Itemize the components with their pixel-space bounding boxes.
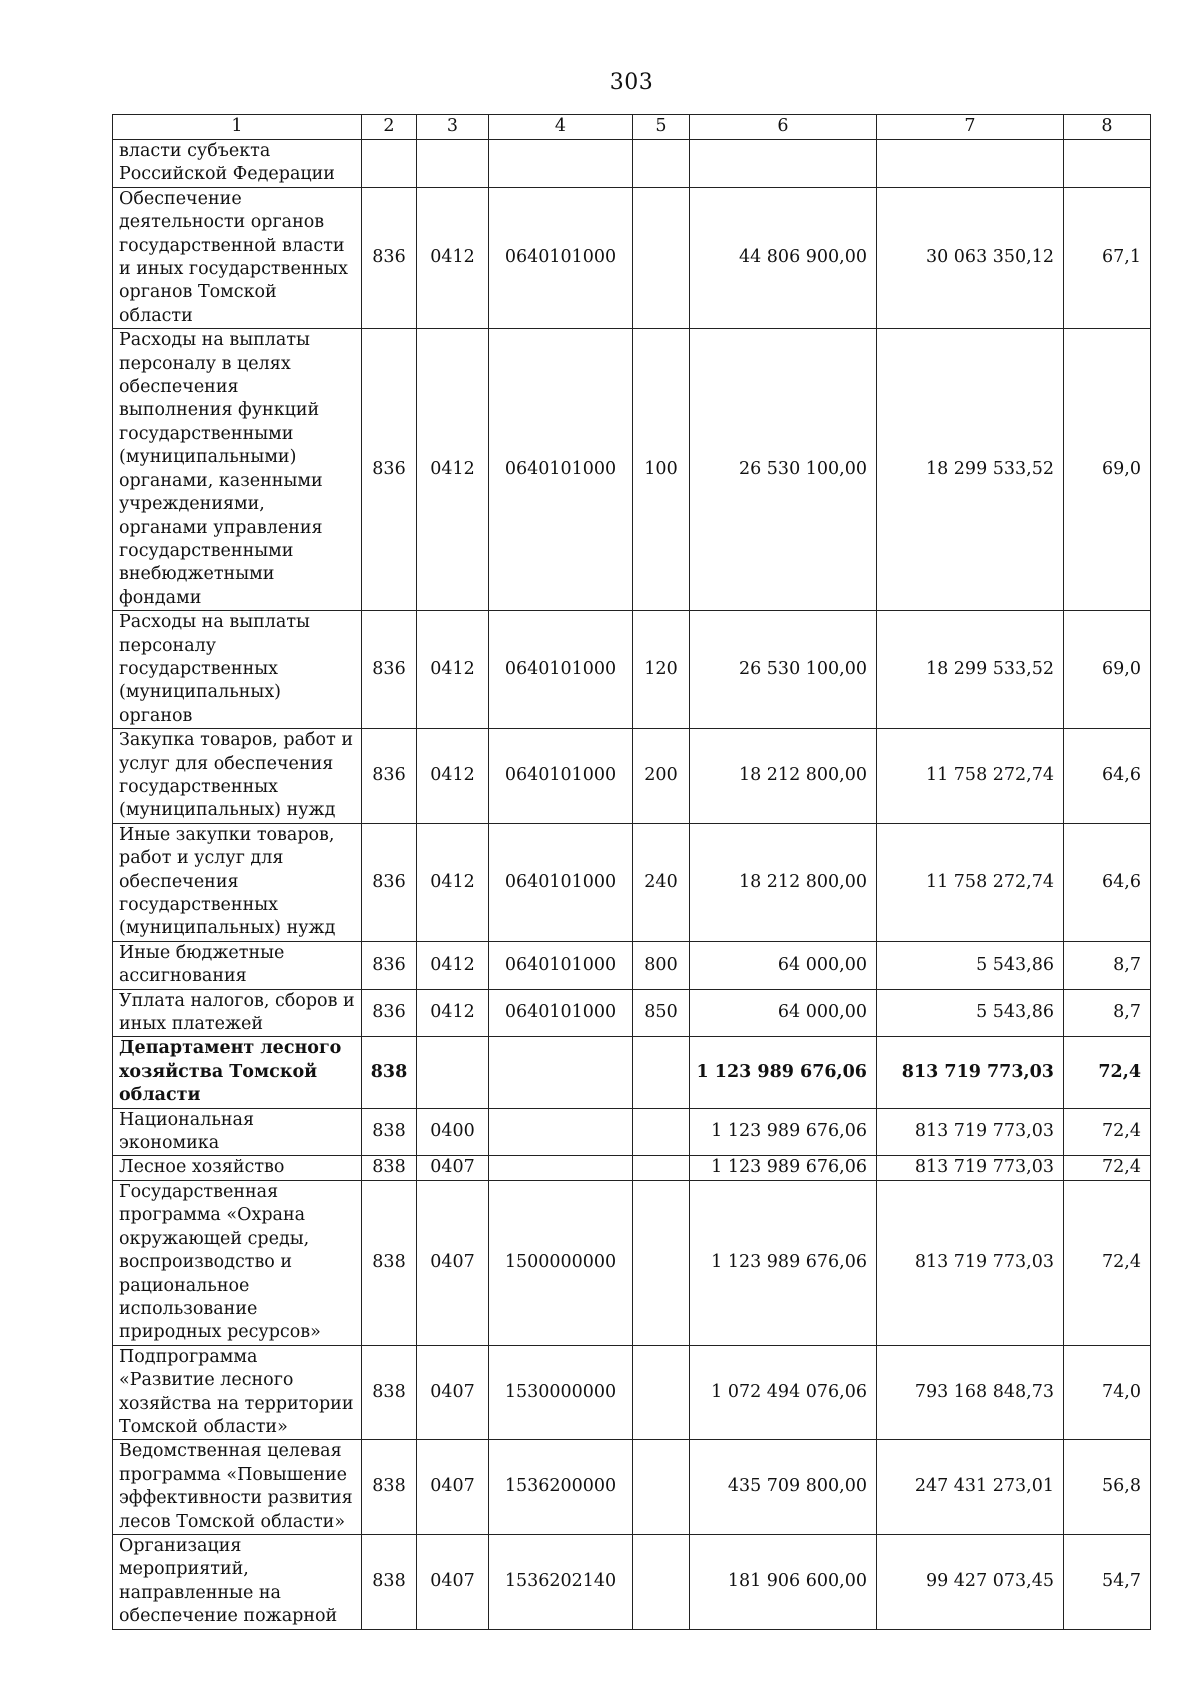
row-name-cell: Департамент лесного хозяйства Томской области (113, 1037, 362, 1108)
table-row (113, 941, 1151, 989)
section-code-cell: 0400 (417, 1108, 489, 1156)
plan-amount-cell: 44 806 900,00 (690, 187, 877, 328)
plan-amount-cell: 64 000,00 (690, 989, 877, 1037)
expense-type-cell (633, 1156, 690, 1180)
admin-code-cell: 836 (362, 329, 417, 611)
table-row (113, 989, 1151, 1037)
admin-code-cell: 838 (362, 1108, 417, 1156)
percent-cell: 64,6 (1064, 729, 1151, 824)
table-row (113, 1534, 1151, 1629)
column-header: 6 (690, 115, 877, 140)
percent-cell: 8,7 (1064, 941, 1151, 989)
expense-type-cell (633, 1534, 690, 1629)
percent-cell: 64,6 (1064, 823, 1151, 941)
expense-type-cell (633, 1440, 690, 1535)
section-code-cell: 0412 (417, 729, 489, 824)
percent-cell: 54,7 (1064, 1534, 1151, 1629)
executed-amount-cell: 99 427 073,45 (877, 1534, 1064, 1629)
section-code-cell: 0412 (417, 989, 489, 1037)
column-header: 7 (877, 115, 1064, 140)
target-article-cell: 0640101000 (489, 729, 633, 824)
admin-code-cell: 836 (362, 823, 417, 941)
plan-amount-cell: 1 123 989 676,06 (690, 1156, 877, 1180)
column-header: 5 (633, 115, 690, 140)
executed-amount-cell: 18 299 533,52 (877, 329, 1064, 611)
section-code-cell: 0407 (417, 1180, 489, 1345)
table-row (113, 329, 1151, 611)
executed-amount-cell: 5 543,86 (877, 989, 1064, 1037)
percent-cell: 56,8 (1064, 1440, 1151, 1535)
admin-code-cell: 836 (362, 941, 417, 989)
target-article-cell (489, 1156, 633, 1180)
percent-cell: 72,4 (1064, 1037, 1151, 1108)
admin-code-cell: 838 (362, 1345, 417, 1440)
target-article-cell (489, 1108, 633, 1156)
row-name-cell: Лесное хозяйство (113, 1156, 362, 1180)
plan-amount-cell: 1 072 494 076,06 (690, 1345, 877, 1440)
row-name-cell: Иные закупки товаров, работ и услуг для обеспечения государственных (муниципальных) нужд (113, 823, 362, 941)
executed-amount-cell: 793 168 848,73 (877, 1345, 1064, 1440)
executed-amount-cell: 813 719 773,03 (877, 1180, 1064, 1345)
table-row (113, 1156, 1151, 1180)
executed-amount-cell: 813 719 773,03 (877, 1108, 1064, 1156)
section-code-cell (417, 1037, 489, 1108)
admin-code-cell (362, 140, 417, 188)
plan-amount-cell: 64 000,00 (690, 941, 877, 989)
target-article-cell: 0640101000 (489, 989, 633, 1037)
expense-type-cell (633, 1180, 690, 1345)
executed-amount-cell: 5 543,86 (877, 941, 1064, 989)
table-row (113, 1037, 1151, 1108)
percent-cell (1064, 140, 1151, 188)
section-code-cell (417, 140, 489, 188)
percent-cell: 74,0 (1064, 1345, 1151, 1440)
budget-table (112, 114, 1151, 1630)
table-row (113, 1440, 1151, 1535)
admin-code-cell: 836 (362, 989, 417, 1037)
executed-amount-cell: 813 719 773,03 (877, 1156, 1064, 1180)
percent-cell: 72,4 (1064, 1108, 1151, 1156)
column-header: 3 (417, 115, 489, 140)
admin-code-cell: 838 (362, 1534, 417, 1629)
section-code-cell: 0412 (417, 187, 489, 328)
row-name-cell: Государственная программа «Охрана окружающей среды, воспроизводство и рациональное использование природных ресурсов» (113, 1180, 362, 1345)
row-name-cell: Закупка товаров, работ и услуг для обеспечения государственных (муниципальных) нужд (113, 729, 362, 824)
percent-cell: 72,4 (1064, 1156, 1151, 1180)
expense-type-cell (633, 140, 690, 188)
executed-amount-cell: 18 299 533,52 (877, 611, 1064, 729)
table-row (113, 823, 1151, 941)
plan-amount-cell: 26 530 100,00 (690, 611, 877, 729)
target-article-cell: 0640101000 (489, 329, 633, 611)
target-article-cell (489, 1037, 633, 1108)
section-code-cell: 0412 (417, 941, 489, 989)
column-header: 1 (113, 115, 362, 140)
expense-type-cell: 200 (633, 729, 690, 824)
admin-code-cell: 838 (362, 1037, 417, 1108)
percent-cell: 67,1 (1064, 187, 1151, 328)
table-row (113, 140, 1151, 188)
plan-amount-cell: 435 709 800,00 (690, 1440, 877, 1535)
section-code-cell: 0407 (417, 1156, 489, 1180)
expense-type-cell (633, 1108, 690, 1156)
table-row (113, 1345, 1151, 1440)
row-name-cell: Национальная экономика (113, 1108, 362, 1156)
section-code-cell: 0407 (417, 1440, 489, 1535)
expense-type-cell: 100 (633, 329, 690, 611)
admin-code-cell: 838 (362, 1440, 417, 1535)
executed-amount-cell: 30 063 350,12 (877, 187, 1064, 328)
plan-amount-cell (690, 140, 877, 188)
plan-amount-cell: 18 212 800,00 (690, 823, 877, 941)
executed-amount-cell (877, 140, 1064, 188)
expense-type-cell (633, 187, 690, 328)
target-article-cell: 0640101000 (489, 941, 633, 989)
admin-code-cell: 838 (362, 1156, 417, 1180)
executed-amount-cell: 813 719 773,03 (877, 1037, 1064, 1108)
row-name-cell: Уплата налогов, сборов и иных платежей (113, 989, 362, 1037)
plan-amount-cell: 1 123 989 676,06 (690, 1180, 877, 1345)
percent-cell: 72,4 (1064, 1180, 1151, 1345)
plan-amount-cell: 1 123 989 676,06 (690, 1108, 877, 1156)
section-code-cell: 0412 (417, 823, 489, 941)
expense-type-cell: 850 (633, 989, 690, 1037)
target-article-cell: 1536202140 (489, 1534, 633, 1629)
percent-cell: 69,0 (1064, 611, 1151, 729)
executed-amount-cell: 11 758 272,74 (877, 823, 1064, 941)
row-name-cell: Обеспечение деятельности органов государственной власти и иных государственных органов Томской области (113, 187, 362, 328)
admin-code-cell: 836 (362, 611, 417, 729)
percent-cell: 8,7 (1064, 989, 1151, 1037)
expense-type-cell: 240 (633, 823, 690, 941)
row-name-cell: Расходы на выплаты персоналу в целях обеспечения выполнения функций государственными (муниципальными) органами, казенными учреждениями, органами управления государственными внебюджетными фондами (113, 329, 362, 611)
executed-amount-cell: 247 431 273,01 (877, 1440, 1064, 1535)
target-article-cell: 0640101000 (489, 187, 633, 328)
section-code-cell: 0407 (417, 1534, 489, 1629)
admin-code-cell: 836 (362, 729, 417, 824)
target-article-cell: 0640101000 (489, 823, 633, 941)
expense-type-cell (633, 1037, 690, 1108)
header-row (113, 115, 1151, 140)
row-name-cell: Подпрограмма «Развитие лесного хозяйства на территории Томской области» (113, 1345, 362, 1440)
row-name-cell: власти субъекта Российской Федерации (113, 140, 362, 188)
expense-type-cell: 800 (633, 941, 690, 989)
plan-amount-cell: 18 212 800,00 (690, 729, 877, 824)
admin-code-cell: 838 (362, 1180, 417, 1345)
row-name-cell: Расходы на выплаты персоналу государственных (муниципальных) органов (113, 611, 362, 729)
column-header: 2 (362, 115, 417, 140)
executed-amount-cell: 11 758 272,74 (877, 729, 1064, 824)
table-row (113, 1180, 1151, 1345)
section-code-cell: 0412 (417, 329, 489, 611)
section-code-cell: 0412 (417, 611, 489, 729)
table-row (113, 187, 1151, 328)
target-article-cell: 1530000000 (489, 1345, 633, 1440)
column-header: 4 (489, 115, 633, 140)
row-name-cell: Ведомственная целевая программа «Повышение эффективности развития лесов Томской области» (113, 1440, 362, 1535)
target-article-cell: 1536200000 (489, 1440, 633, 1535)
plan-amount-cell: 26 530 100,00 (690, 329, 877, 611)
page-number: 303 (609, 70, 654, 95)
table-row (113, 729, 1151, 824)
row-name-cell: Иные бюджетные ассигнования (113, 941, 362, 989)
admin-code-cell: 836 (362, 187, 417, 328)
plan-amount-cell: 1 123 989 676,06 (690, 1037, 877, 1108)
expense-type-cell (633, 1345, 690, 1440)
target-article-cell: 1500000000 (489, 1180, 633, 1345)
section-code-cell: 0407 (417, 1345, 489, 1440)
row-name-cell: Организация мероприятий, направленные на обеспечение пожарной (113, 1534, 362, 1629)
table-row (113, 611, 1151, 729)
plan-amount-cell: 181 906 600,00 (690, 1534, 877, 1629)
expense-type-cell: 120 (633, 611, 690, 729)
column-header: 8 (1064, 115, 1151, 140)
target-article-cell (489, 140, 633, 188)
table-row (113, 1108, 1151, 1156)
target-article-cell: 0640101000 (489, 611, 633, 729)
percent-cell: 69,0 (1064, 329, 1151, 611)
